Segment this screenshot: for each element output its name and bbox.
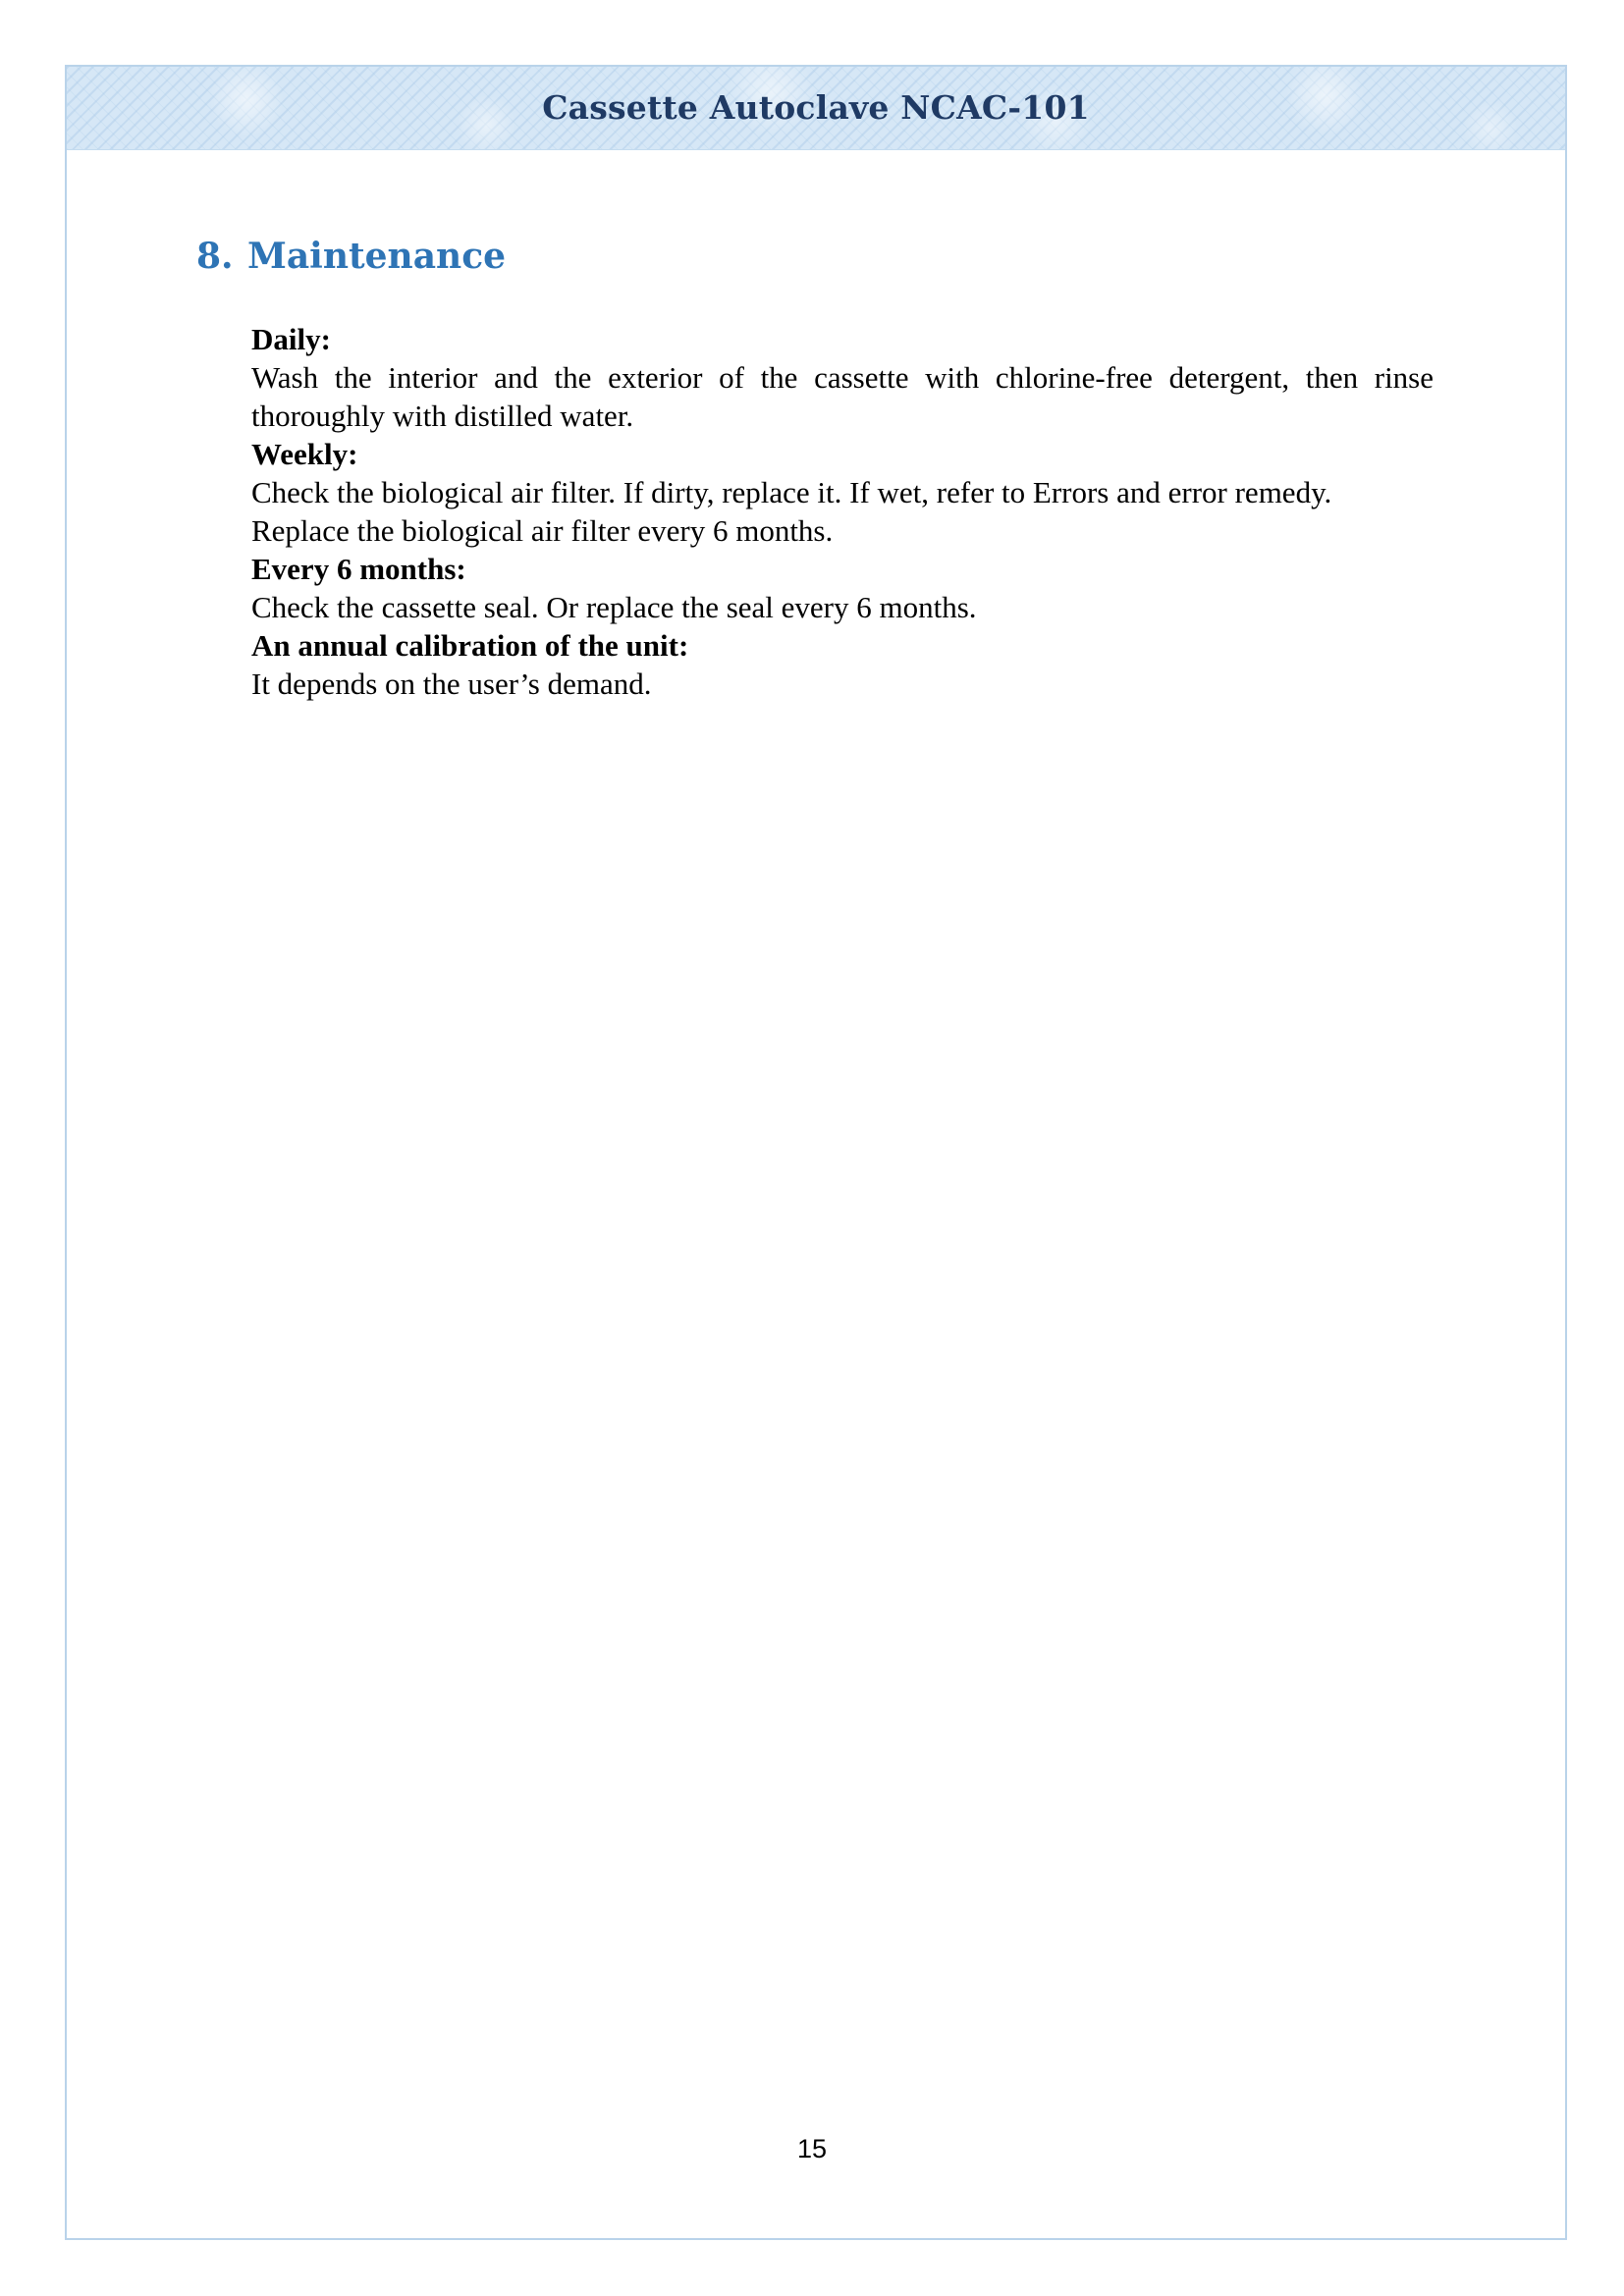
- annual-calibration-text: It depends on the user’s demand.: [251, 667, 652, 701]
- weekly-text-check: Check the biological air filter. If dirty, replace it. If wet, refer to Errors and error remedy.: [251, 475, 1332, 509]
- six-months-label: Every 6 months:: [251, 552, 466, 586]
- maintenance-content: [251, 320, 1434, 703]
- six-months-text: Check the cassette seal. Or replace the seal every 6 months.: [251, 590, 977, 624]
- annual-calibration-label: An annual calibration of the unit:: [251, 628, 689, 663]
- section-heading: [196, 236, 506, 277]
- section-title: Maintenance: [247, 236, 507, 277]
- weekly-label: Weekly:: [251, 437, 358, 471]
- page-number: 15: [796, 2134, 828, 2163]
- header-band: [67, 67, 1565, 150]
- section-number: 8.: [196, 236, 234, 277]
- document-title: Cassette Autoclave NCAC-101: [542, 88, 1090, 127]
- daily-text: Wash the interior and the exterior of the cassette with chlorine-free detergent, then rinse thoroughly with distilled water.: [251, 360, 1434, 433]
- weekly-text-replace: Replace the biological air filter every 6 months.: [251, 513, 834, 548]
- daily-label: Daily:: [251, 322, 331, 356]
